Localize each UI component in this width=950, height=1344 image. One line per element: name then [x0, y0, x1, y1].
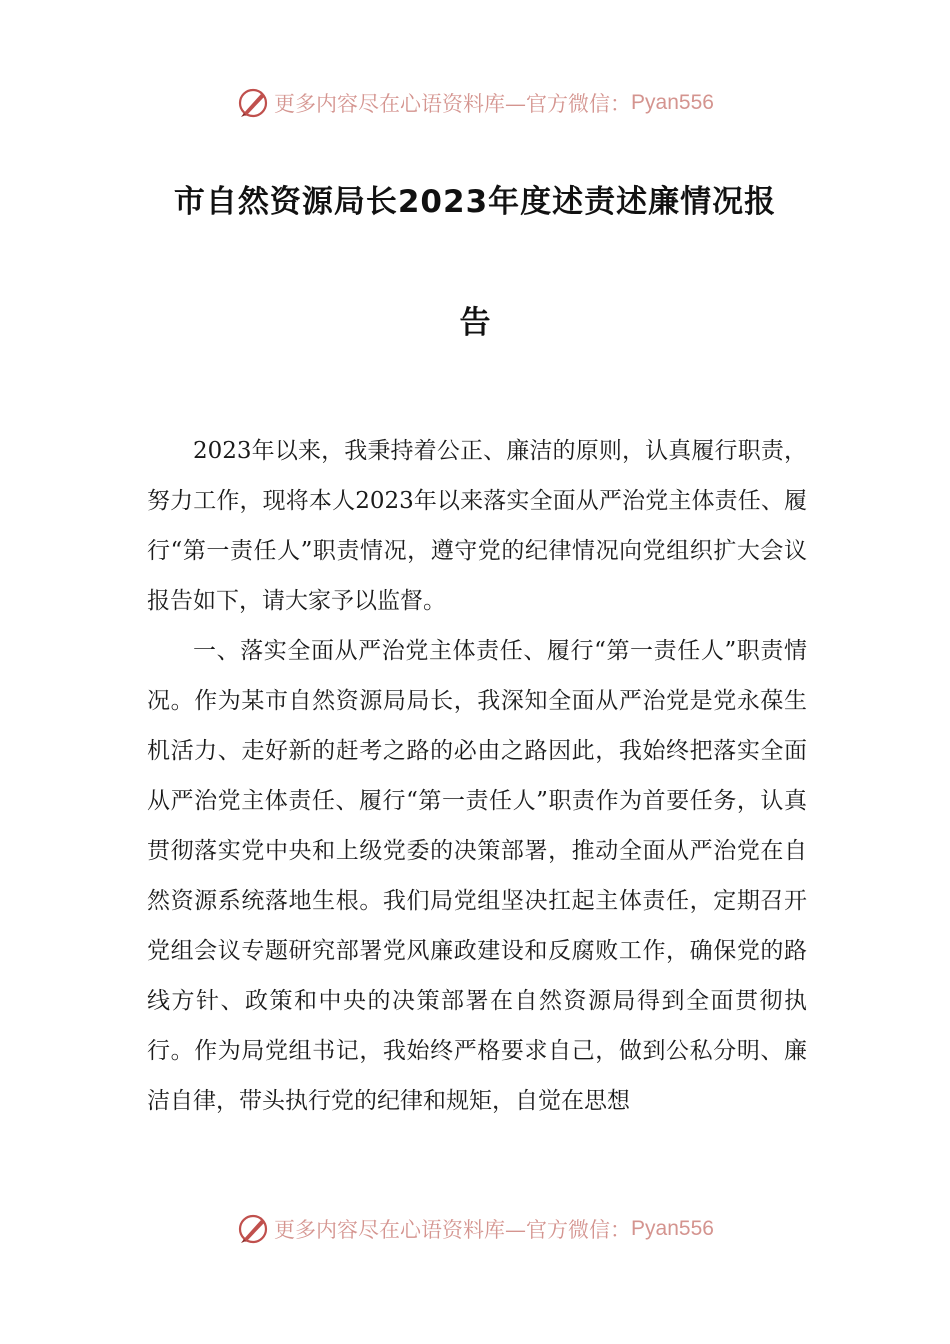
paragraph-section-one: 一、落实全面从严治党主体责任、履行“第一责任人”职责情况。作为某市自然资源局局长，我深知全面从严治党是党永葆生机活力、走好新的赶考之路的必由之路因此，我始终把落实全面从严治党主体责任、履行“第一责任人”职责作为首要任务，认真贯彻落实党中央和上级党委的决策部署，推动全面从严治党在自然资源系统落地生根。我们局党组坚决扛起主体责任，定期召开党组会议专题研究部署党风廉政建设和反腐败工作，确保党的路线方针、政策和中央的决策部署在自然资源局得到全面贯彻执行。作为局党组书记，我始终严格要求自己，做到公私分明、廉洁自律，带头执行党的纪律和规矩，自觉在思想	[147, 638, 807, 1114]
watermark-handle: Pyan556	[631, 91, 714, 114]
pen-logo-icon	[236, 1212, 270, 1246]
paragraph-intro: 2023年以来，我秉持着公正、廉洁的原则，认真履行职责，努力工作，现将本人2023年以来落实全面从严治党主体责任、履行“第一责任人”职责情况，遵守党的纪律情况向党组织扩大会议报告如下，请大家予以监督。	[147, 438, 807, 614]
watermark-handle: Pyan556	[631, 1217, 714, 1240]
document-body	[147, 426, 807, 1126]
pen-logo-icon	[236, 86, 270, 120]
watermark-text: 更多内容尽在心语资料库—官方微信：	[274, 92, 632, 116]
document-title: 市自然资源局长2023年度述责述廉情况报	[173, 184, 777, 220]
footer-watermark	[0, 1209, 950, 1249]
header-watermark	[0, 83, 950, 123]
document-title-continued: 告	[459, 305, 491, 341]
watermark-text: 更多内容尽在心语资料库—官方微信：	[274, 1218, 632, 1242]
